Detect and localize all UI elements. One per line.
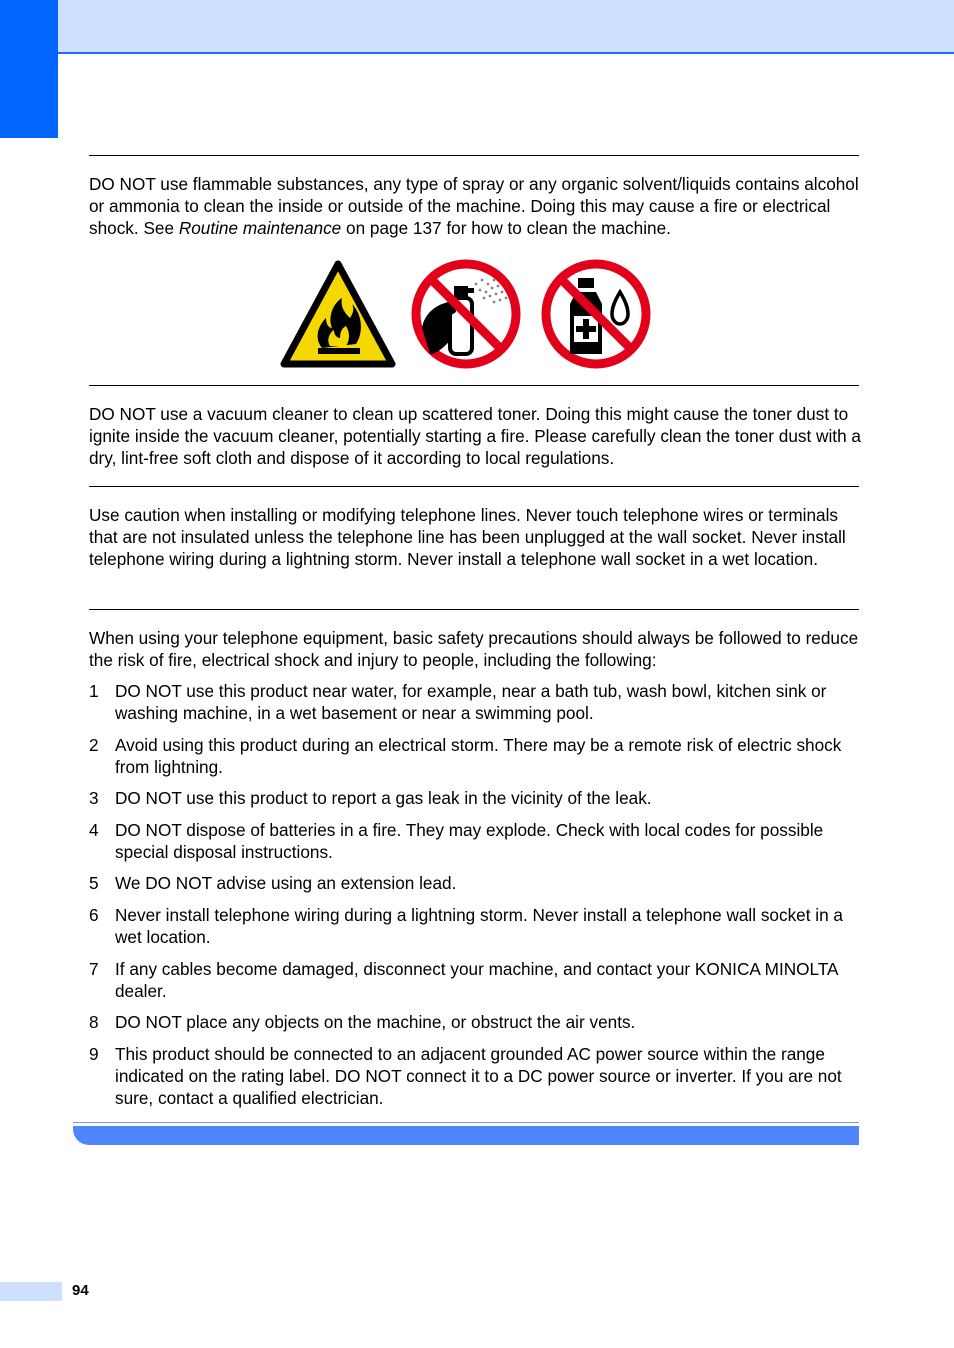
section-divider (89, 155, 859, 156)
footer-rule (73, 1122, 859, 1123)
chapter-tab (0, 0, 58, 138)
section-divider (89, 609, 859, 610)
footer-band (73, 1126, 859, 1145)
warning-icons (280, 258, 652, 370)
section-divider (89, 385, 859, 386)
precautions-intro-text: When using your telephone equipment, basic safety precautions should always be followed to reduce the risk of fire, electrical shock and injury to people, including the following: (89, 628, 859, 670)
page-number: 94 (72, 1282, 89, 1299)
vacuum-warning-text: DO NOT use a vacuum cleaner to clean up scattered toner. Doing this might cause the toner dust to ignite inside the vacuum cleaner, potentially starting a fire. Please carefully clean the toner dust with a dry, lint-free soft cloth and dispose of it according to local regulations. (89, 404, 861, 468)
telephone-lines-caution-text: Use caution when installing or modifying telephone lines. Never touch telephone wires or terminals that are not insulated unless the telephone line has been unplugged at the wall socket. Never install telephone wiring during a lightning storm. Never install a telephone wall socket in a wet location. (89, 505, 846, 569)
page-number-tab (0, 1282, 62, 1301)
no-spray-icon (410, 258, 522, 370)
routine-maintenance-reference[interactable]: Routine maintenance (178, 218, 342, 238)
flammable-warning-text: DO NOT use flammable substances, any type of spray or any organic solvent/liquids contains alcohol or ammonia to clean the inside or outside of the machine. Doing this may cause a fire or electrical shock. See Routine maintenance on page 137 for how to clean the machine. (89, 174, 859, 238)
fire-warning-icon (280, 258, 396, 370)
section-divider (89, 486, 859, 487)
no-liquid-icon (540, 258, 652, 370)
header-band (0, 0, 954, 54)
